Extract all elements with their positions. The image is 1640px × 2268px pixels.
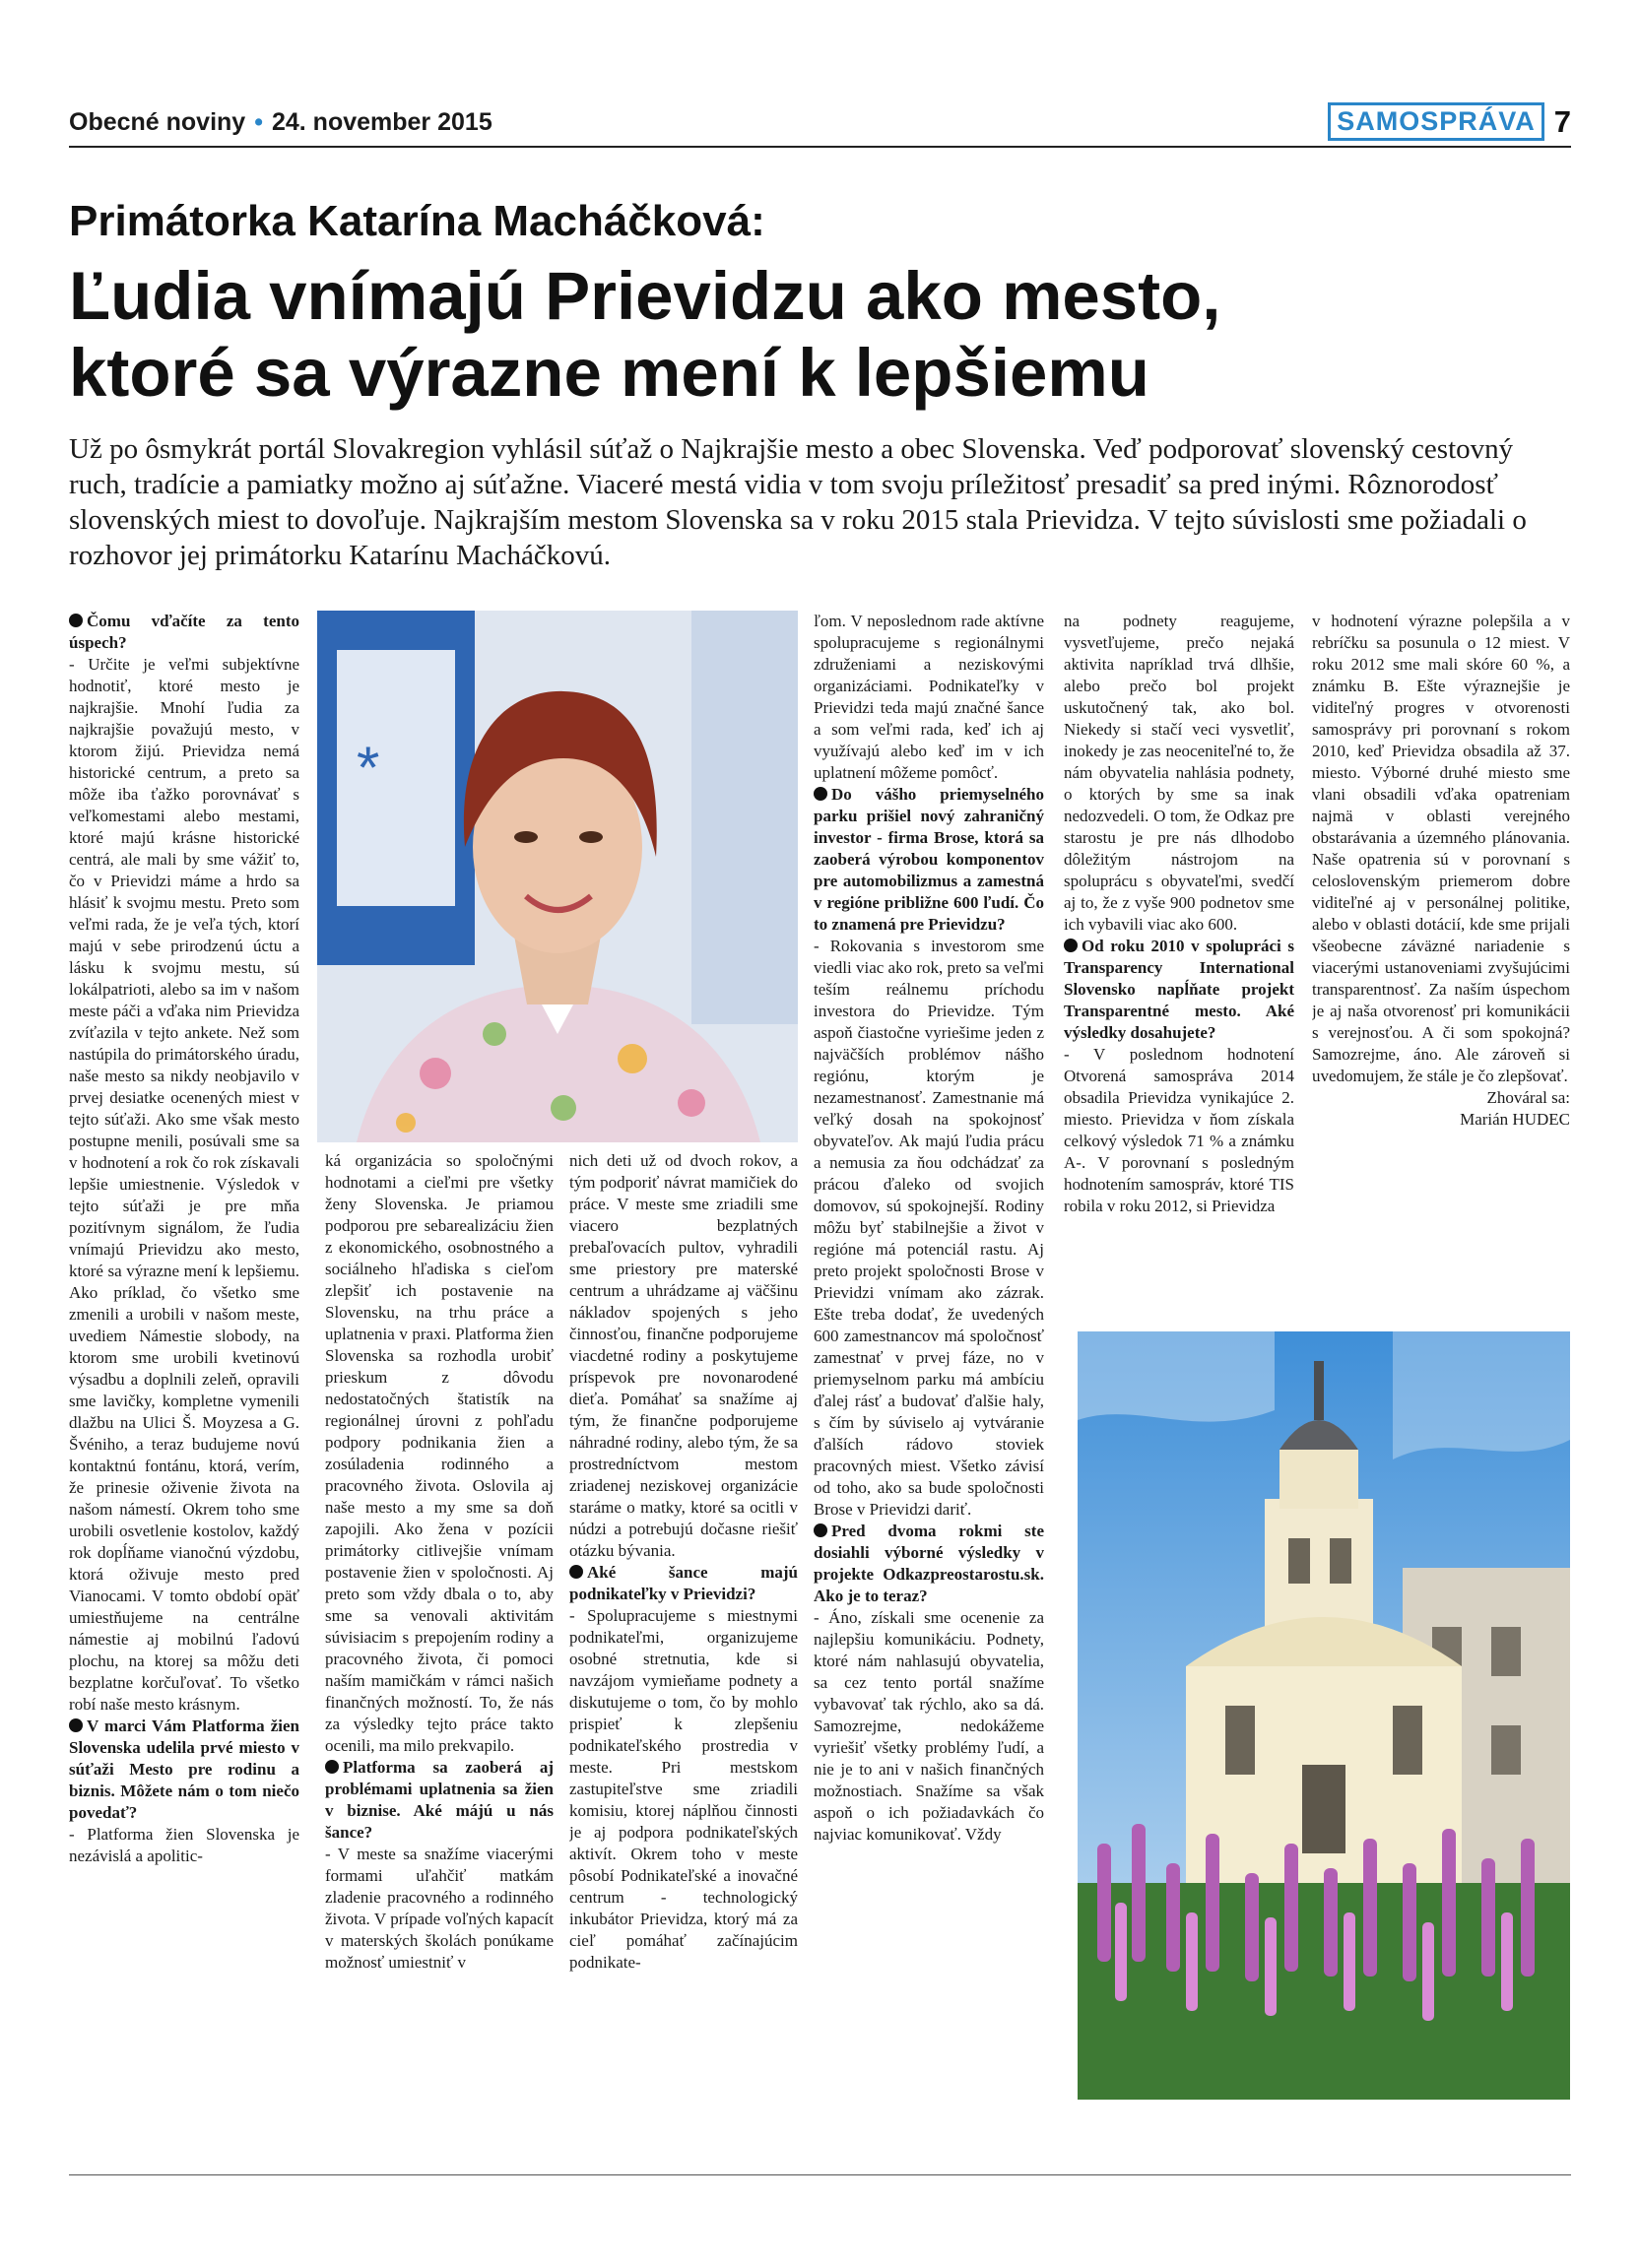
- interview-question: V marci Vám Platforma žien Slovenska udelila prvé miesto v súťaži Mesto pre rodinu a biznis. Môžete nám o tom niečo povedať?: [69, 1717, 299, 1822]
- byline-author: Marián HUDEC: [1460, 1110, 1570, 1129]
- interview-answer: - Spolupracujeme s miestnymi podnikateľmi, organizujeme osobné stretnutia, kde si navzájom vymieňame podnety a diskutujeme o tom, čo by mohlo prispieť k zlepšeniu podnikateľského prostredia v meste. Pri mestskom zastupiteľstve sme zriadili komisiu, ktorej náplňou činnosti je aj podpora podnikateľských aktivít. Okrem toho v meste pôsobí Podnikateľské a inovačné centrum - technologický inkubátor Prievidza, ktorý má za cieľ pomáhať začínajúcim podnikate-: [569, 1606, 798, 1972]
- bullet-icon: [814, 787, 827, 801]
- interview-answer: - Platforma žien Slovenska je nezávislá a apolitic-: [69, 1825, 299, 1865]
- portrait-image: [317, 611, 798, 1142]
- headline-line-2: ktoré sa výrazne mení k lepšiemu: [69, 335, 1149, 411]
- article-headline: [69, 258, 1546, 412]
- section-header: [1328, 102, 1571, 141]
- interview-question: Od roku 2010 v spolupráci s Transparency International Slovensko napĺňate projekt Transparentné mesto. Aké výsledky dosahujete?: [1064, 937, 1294, 1042]
- header-rule: [69, 146, 1571, 148]
- interview-answer: - Určite je veľmi subjektívne hodnotiť, ktoré mesto je najkrajšie. Mnohí ľudia za najkrajšie považujú mesto, v ktorom žijú. Prievidza nemá historické centrum, a preto sa môže iba ťažko porovnávať s veľkomestami alebo mestami, ktoré majú krásne historické centrá, ale mali by sme vážiť to, čo v Prievidzi máme a hrdo sa hlásiť k svojmu mestu. Preto som veľmi rada, že je veľa tých, ktorí majú v sebe prirodzenú úctu a lásku k svojmu mestu, sú lokálpatrioti, alebo sa im v našom meste páči a vďaka nim Prievidza zvíťazila v tejto ankete. Než som nastúpila do primátorského úradu, naše mesto sa nikdy neobjavilo v prvej desiatke ocenených miest v tejto súťaži. Ako sme však mesto postupne menili, posúvali sme sa v hodnotení a rok čo rok získavali lepšie umiestnenie. Výsledok v tejto súťaži je pre mňa pozitívnym signálom, že ľudia vnímajú Prievidzu ako mesto, ktoré sa výrazne mení k lepšiemu. Ako príklad, čo všetko sme zmenili a urobili v našom meste, uvediem Námestie slobody, na ktorom sme urobili kvetinovú výsadbu a doplnili zeleň, opravili sme lavičky, kompletne vymenili dlažbu na Ulici Š. Moyzesa a G. Švéniho, a teraz budujeme novú kontaktnú fontánu, ktorá, verím, že prinesie oživenie života na našom námestí. Okrem toho sme urobili osvetlenie kostolov, každý rok dopĺňame vianočnú výzdobu, ktorá oživuje mesto pred Vianocami. V tomto období opäť umiestňujeme na centrálne námestie aj mobilnú ľadovú plochu, na ktorej sa môžu deti bezplatne korčuľovať. To všetko robí naše mesto krásnym.: [69, 655, 299, 1714]
- bullet-icon: [814, 1523, 827, 1537]
- interview-question: Čomu vďačíte za tento úspech?: [69, 612, 299, 652]
- article-column-2: [325, 1150, 554, 2088]
- article-column-3: [569, 1150, 798, 2088]
- bullet-icon: [569, 1565, 583, 1579]
- article-column-6: [1312, 611, 1570, 1320]
- publication-name: Obecné noviny: [69, 108, 246, 136]
- section-label: SAMOSPRÁVA: [1328, 102, 1544, 141]
- interview-question: Platforma sa zaoberá aj problémami uplatnenia sa žien v biznise. Aké májú u nás šance?: [325, 1758, 554, 1842]
- issue-date: 24. november 2015: [271, 108, 492, 136]
- page-number: 7: [1553, 103, 1571, 139]
- bullet-icon: [69, 614, 83, 627]
- portrait-photo: [317, 611, 798, 1142]
- article-column-5: [1064, 611, 1294, 1290]
- bullet-icon: [69, 1718, 83, 1732]
- interview-question: Aké šance majú podnikateľky v Prievidzi?: [569, 1563, 798, 1603]
- interview-question: Pred dvoma rokmi ste dosiahli výborné výsledky v projekte Odkazpreostarostu.sk. Ako je to teraz?: [814, 1522, 1044, 1605]
- interview-answer: nich deti už od dvoch rokov, a tým podporiť návrat mamičiek do práce. V meste sme zriadili sme viacero bezplatných prebaľovacích pultov, vyhradili sme priestory pre materské centrum a uhrádzame aj väčšinu nákladov spojených s jeho činnosťou, finančne podporujeme viacdetné rodiny a poskytujeme príspevok pre novonarodené dieťa. Pomáhať sa snažíme aj tým, že finančne podporujeme náhradné rodiny, alebo tým, že sa prostredníctvom mestom zriadenej neziskovej organizácie staráme o matky, ktoré sa ocitli v núdzi a potrebujú dočasne riešiť otázku bývania.: [569, 1151, 798, 1560]
- interview-answer: - V meste sa snažíme viacerými formami uľahčiť matkám zladenie pracovného a rodinného života. V prípade voľných kapacít v materských školách ponúkame možnosť umiestniť v: [325, 1845, 554, 1972]
- interview-answer: - Rokovania s investorom sme viedli viac ako rok, preto sa veľmi teším reálnemu príchodu investora do Prievidze. Tým aspoň čiastočne vyriešime jeden z najväčších problémov nášho regiónu, ktorým je nezamestnanosť. Zamestnanie má veľký dosah na spokojnosť obyvateľov. Ak majú ľudia prácu a nemusia za ňou odchádzať za prácou ďaleko od svojich domovov, sú spokojnejší. Rodiny môžu byť stabilnejšie a život v regióne má potenciál rastu. Aj preto projekt spoločnosti Brose v Prievidzi vnímam ako zázrak. Ešte treba dodať, že uvedených 600 zamestnancov má spoločnosť zamestnať v prvej fáze, no v priemyselnom parku má ambíciu ďalej rásť a budovať ďalšie haly, s čím by súviselo aj vytváranie ďalších rádovo stoviek pracovných miest. Všetko závisí od toho, ako sa bude spoločnosti Brose v Prievidzi dariť.: [814, 937, 1044, 1519]
- byline: [1312, 1087, 1570, 1131]
- interview-answer: v hodnotení výrazne polepšila a v rebríčku sa posunula o 12 miest. V roku 2012 sme mali skóre 60 %, a známku B. Ešte výraznejšie je viditeľný progres v otvorenosti samosprávy pri porovnaní s rokom 2010, keď Prievidza obsadila až 37. miesto. Výborné druhé miesto sme vlani obsadili vďaka opatreniam najmä v oblasti verejného obstarávania a územného plánovania. Naše opatrenia sú v porovnaní s celoslovenským priemerom dobre viditeľné aj v personálnej politike, alebo v oblasti dotácií, kde sme prijali všeobecne záväzné nariadenie s viacerými ustanoveniami zvyšujúcimi transparentnosť. Za naším úspechom je aj naša otvorenosť pri komunikácii s verejnosťou. A či som spokojná? Samozrejme, áno. Ale zároveň si uvedomujem, že stále je čo zlepšovať.: [1312, 612, 1570, 1085]
- interview-answer: - V poslednom hodnotení Otvorená samospráva 2014 obsadila Prievidza vynikajúce 2. miesto. Prievidza v ňom získala celkový výsledok 71 % a známku A-. V porovnaní s posledným hodnotením samospráv, ktoré TIS robila v roku 2012, si Prievidza: [1064, 1045, 1294, 1215]
- article-kicker: Primátorka Katarína Macháčková:: [69, 197, 765, 245]
- article-column-4: [814, 611, 1044, 2088]
- svg-text:*: *: [357, 735, 380, 801]
- article-lead: Už po ôsmykrát portál Slovakregion vyhlásil súťaž o Najkrajšie mesto a obec Slovenska. Veď podporovať slovenský cestovný ruch, tradície a pamiatky možno aj súťažne. Viaceré mestá vidia v tom svoju príležitosť presadiť sa pred inými. Rôznorodosť slovenských miest to dovoľuje. Najkrajším mestom Slovenska sa v roku 2015 stala Prievidza. V tejto súvislosti sme požiadali o rozhovor jej primátorku Katarínu Macháčkovú.: [69, 433, 1527, 571]
- headline-line-1: Ľudia vnímajú Prievidzu ako mesto,: [69, 258, 1221, 334]
- church-image: [1078, 1331, 1570, 2100]
- interview-answer: ľom. V neposlednom rade aktívne spolupracujeme s regionálnymi združeniami a neziskovými organizáciami. Podnikateľky v Prievidzi teda majú značné šance a som veľmi rada, keď ich aj využívajú alebo keď im v ich uplatnení môžeme pomôcť.: [814, 612, 1044, 782]
- byline-label: Zhováral sa:: [1486, 1088, 1570, 1107]
- interview-answer: ká organizácia so spoločnými hodnotami a cieľmi pre všetky ženy Slovenska. Je priamou podporou pre sebarealizáciu žien z ekonomického, osobnostného a sociálneho hľadiska s cieľom zlepšiť ich postavenie na Slovensku, na trhu práce a uplatnenia v praxi. Platforma žien Slovenska sa rozhodla urobiť prieskum z dôvodu nedostatočných štatistík na regionálnej úrovni z pohľadu podpory podnikania žien a zosúladenia rodinného a pracovného života. Oslovila aj naše mesto a my sme sa doň zapojili. Ako žena v pozícii primátorky citlivejšie vnímam postavenie žien v spoločnosti. Aj preto som vždy dbala o to, aby sme sa venovali aktivitám súvisiacim s prepojením rodiny a pracovného života, či pomoci naším mamičkám v rámci našich finančných možností. To, že nás za výsledky tejto práce takto ocenili, ma milo prekvapilo.: [325, 1151, 554, 1755]
- publication-header: [69, 108, 492, 137]
- footer-rule: [69, 2174, 1571, 2175]
- separator-dot: •: [254, 108, 263, 136]
- article-column-1: [69, 611, 299, 2088]
- church-photo: [1078, 1331, 1570, 2100]
- interview-answer: - Áno, získali sme ocenenie za najlepšiu komunikáciu. Podnety, ktoré nám nahlasujú obyvatelia, sa cez tento portál snažíme vybavovať tak rýchlo, ako sa dá. Samozrejme, nedokážeme vyriešiť všetky problémy ľudí, a nie je to ani v našich finančných možnostiach. Snažíme sa však aspoň o ich požiadavkách čo najviac komunikovať. Vždy: [814, 1608, 1044, 1844]
- interview-question: Do vášho priemyselného parku prišiel nový zahraničný investor - firma Brose, ktorá sa zaoberá výrobou komponentov pre automobilizmus a zamestná v regióne približne 600 ľudí. Čo to znamená pre Prievidzu?: [814, 785, 1044, 934]
- bullet-icon: [325, 1760, 339, 1774]
- bullet-icon: [1064, 939, 1078, 952]
- interview-answer: na podnety reagujeme, vysvetľujeme, prečo nejaká aktivita napríklad trvá dlhšie, alebo prečo bol projekt uskutočnený tak, ako bol. Niekedy si stačí veci vysvetliť, inokedy je zas neoceniteľné to, že nám obyvatelia nahlásia podnety, o ktorých by sme sa inak nedozvedeli. O tom, že Odkaz pre starostu je pre nás dlhodobo dôležitým nástrojom na spoluprácu s obyvateľmi, svedčí aj to, že z vyše 900 podnetov sme ich vybavili viac ako 600.: [1064, 612, 1294, 934]
